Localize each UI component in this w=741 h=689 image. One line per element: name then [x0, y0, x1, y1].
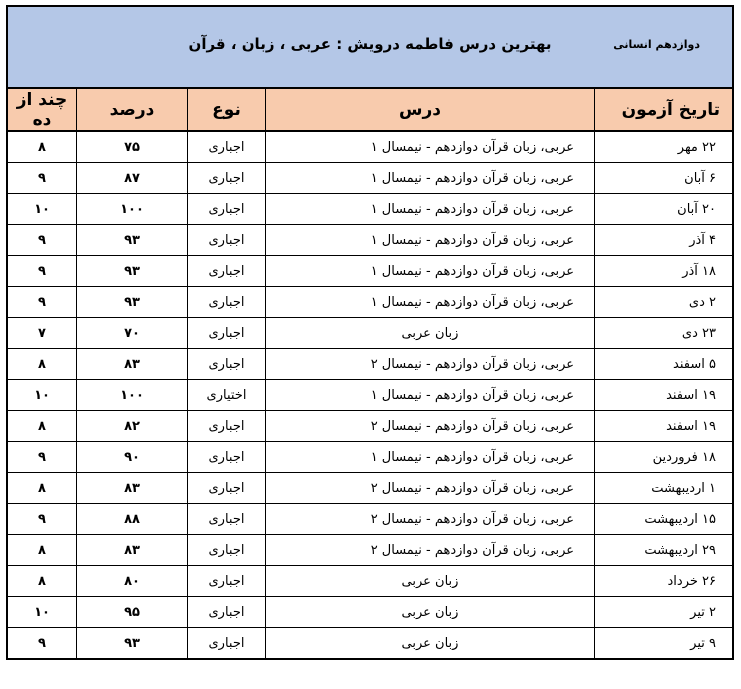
lesson-cell: عربی، زبان قرآن دوازدهم - نیمسال ۲	[266, 535, 595, 566]
type-cell: اجباری	[188, 535, 266, 566]
percent-cell: ۸۷	[77, 163, 188, 194]
score-cell: ۹	[38, 635, 46, 651]
date-cell: ۲۶ خرداد	[595, 566, 733, 597]
date-cell: ۹ تیر	[595, 628, 733, 659]
header-score: چند از ده	[8, 89, 77, 131]
date-cell: ۲۲ مهر	[595, 131, 733, 163]
table-row	[8, 256, 732, 287]
lesson-cell: عربی، زبان قرآن دوازدهم - نیمسال ۱	[266, 256, 595, 287]
percent-cell: ۹۳	[77, 287, 188, 318]
title-bar	[8, 7, 732, 89]
score-cell: ۸	[8, 349, 77, 380]
table-row	[8, 131, 732, 163]
report-title: بهترین درس فاطمه درویش : عربی ، زبان ، قرآن	[188, 35, 552, 53]
score-cell: ۹	[8, 504, 77, 535]
percent-cell: ۸۰	[77, 566, 188, 597]
type-cell: اجباری	[188, 194, 266, 225]
score-cell: ۸	[8, 535, 77, 566]
lesson-cell: زبان عربی	[266, 597, 595, 628]
table-row	[8, 287, 732, 318]
score-cell: ۸	[8, 411, 77, 442]
table-row	[8, 597, 732, 628]
table-row	[8, 194, 732, 225]
percent-cell: ۹۵	[77, 597, 188, 628]
table-row	[8, 566, 732, 597]
score-cell: ۱۰	[8, 194, 77, 225]
type-cell: اجباری	[188, 566, 266, 597]
score-cell: ۷	[8, 318, 77, 349]
percent-cell: ۸۲	[77, 411, 188, 442]
date-cell: ۱۹ اسفند	[595, 380, 733, 411]
table-row	[8, 318, 732, 349]
lesson-cell: زبان عربی	[266, 628, 595, 659]
date-cell: ۱۹ اسفند	[595, 411, 733, 442]
type-cell: اجباری	[188, 163, 266, 194]
type-cell: اجباری	[188, 256, 266, 287]
table-row	[8, 628, 732, 659]
score-cell: ۱۰	[8, 597, 77, 628]
date-cell: ۲۹ اردیبهشت	[595, 535, 733, 566]
type-cell: اجباری	[188, 411, 266, 442]
results-table	[8, 89, 732, 658]
percent-cell: ۹۳	[77, 256, 188, 287]
type-cell: اجباری	[188, 349, 266, 380]
date-cell: ۲ تیر	[595, 597, 733, 628]
type-cell: اجباری	[188, 473, 266, 504]
table-row	[8, 163, 732, 194]
score-cell: ۱۰	[8, 380, 77, 411]
date-cell: ۱ اردیبهشت	[595, 473, 733, 504]
lesson-cell: عربی، زبان قرآن دوازدهم - نیمسال ۲	[266, 473, 595, 504]
score-cell: ۹	[8, 287, 77, 318]
table-header-row	[8, 89, 732, 131]
percent-cell: ۱۰۰	[77, 380, 188, 411]
score-cell: ۹	[8, 442, 77, 473]
type-cell: اجباری	[188, 131, 266, 163]
date-cell: ۵ اسفند	[595, 349, 733, 380]
type-cell: اجباری	[188, 504, 266, 535]
score-cell: ۹	[8, 256, 77, 287]
lesson-cell: زبان عربی	[266, 318, 595, 349]
date-cell: ۱۵ اردیبهشت	[595, 504, 733, 535]
date-cell: ۲۳ دی	[595, 318, 733, 349]
type-cell: اجباری	[188, 628, 266, 659]
lesson-cell: عربی، زبان قرآن دوازدهم - نیمسال ۲	[266, 411, 595, 442]
type-cell: اختیاری	[188, 380, 266, 411]
score-cell: ۸	[8, 473, 77, 504]
lesson-cell: عربی، زبان قرآن دوازدهم - نیمسال ۱	[266, 442, 595, 473]
percent-cell: ۹۳	[77, 225, 188, 256]
percent-cell: ۸۳	[77, 349, 188, 380]
percent-cell: ۷۰	[77, 318, 188, 349]
lesson-cell: زبان عربی	[266, 566, 595, 597]
type-cell: اجباری	[188, 597, 266, 628]
percent-cell: ۸۳	[77, 535, 188, 566]
lesson-cell: عربی، زبان قرآن دوازدهم - نیمسال ۱	[266, 380, 595, 411]
lesson-cell: عربی، زبان قرآن دوازدهم - نیمسال ۱	[266, 287, 595, 318]
score-cell: ۸	[8, 131, 77, 163]
table-row	[8, 411, 732, 442]
lesson-cell: عربی، زبان قرآن دوازدهم - نیمسال ۱	[266, 163, 595, 194]
percent-cell: ۹۳	[77, 628, 188, 659]
percent-cell: ۷۵	[77, 131, 188, 163]
table-row	[8, 535, 732, 566]
table-row	[8, 349, 732, 380]
grade-label: دوازدهم انسانی	[613, 38, 700, 51]
header-percent: درصد	[77, 89, 188, 131]
table-row	[8, 504, 732, 535]
table-row	[8, 442, 732, 473]
type-cell: اجباری	[188, 442, 266, 473]
table-row	[8, 380, 732, 411]
date-cell: ۶ آبان	[595, 163, 733, 194]
lesson-cell: عربی، زبان قرآن دوازدهم - نیمسال ۱	[266, 131, 595, 163]
date-cell: ۱۸ فروردین	[595, 442, 733, 473]
report-sheet	[6, 5, 734, 660]
percent-cell: ۸۸	[77, 504, 188, 535]
date-cell: ۲ دی	[595, 287, 733, 318]
lesson-cell: عربی، زبان قرآن دوازدهم - نیمسال ۱	[266, 194, 595, 225]
date-cell: ۲۰ آبان	[595, 194, 733, 225]
lesson-cell: عربی، زبان قرآن دوازدهم - نیمسال ۲	[266, 504, 595, 535]
header-type: نوع	[188, 89, 266, 131]
percent-cell: ۱۰۰	[77, 194, 188, 225]
table-row	[8, 473, 732, 504]
lesson-cell: عربی، زبان قرآن دوازدهم - نیمسال ۱	[266, 225, 595, 256]
score-cell: ۸	[8, 566, 77, 597]
header-date: تاریخ آزمون	[595, 89, 733, 131]
type-cell: اجباری	[188, 318, 266, 349]
percent-cell: ۸۳	[77, 473, 188, 504]
date-cell: ۴ آذر	[595, 225, 733, 256]
percent-cell: ۹۰	[77, 442, 188, 473]
score-cell: ۹	[8, 225, 77, 256]
score-cell: ۹	[8, 163, 77, 194]
lesson-cell: عربی، زبان قرآن دوازدهم - نیمسال ۲	[266, 349, 595, 380]
date-cell: ۱۸ آذر	[595, 256, 733, 287]
type-cell: اجباری	[188, 225, 266, 256]
table-row	[8, 225, 732, 256]
type-cell: اجباری	[188, 287, 266, 318]
table-body	[8, 131, 732, 658]
header-lesson: درس	[266, 89, 595, 131]
